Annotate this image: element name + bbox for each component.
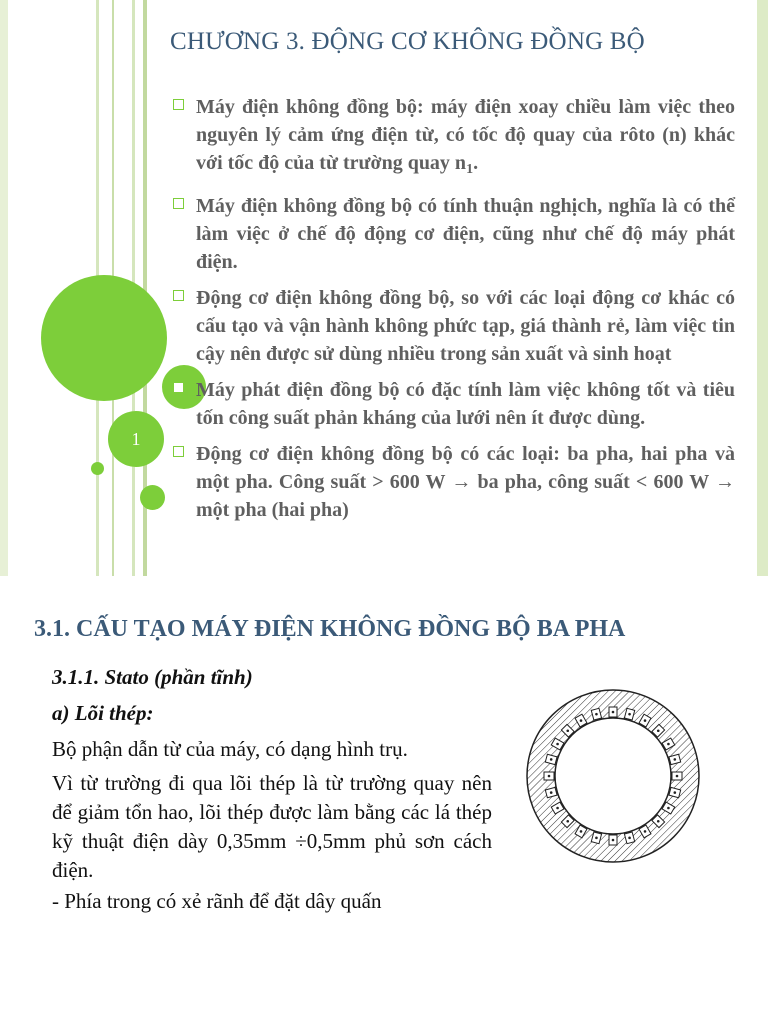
slide-number: 1 (131, 428, 141, 449)
slot-conductor (674, 791, 677, 794)
slot-conductor (550, 791, 553, 794)
stator-ring (527, 690, 699, 862)
subsection-subheading: a) Lõi thép: (52, 701, 154, 725)
slide-title: CHƯƠNG 3. ĐỘNG CƠ KHÔNG ĐỒNG BỘ (170, 28, 645, 55)
slot-conductor (628, 713, 631, 716)
bullet-item (170, 376, 735, 432)
slot-conductor (595, 837, 598, 840)
slot-conductor (548, 775, 551, 778)
paragraph: Vì từ trường đi qua lõi thép là từ trường quay nên để giảm tổn hao, lõi thép được làm bằng các lá thép kỹ thuật điện dày 0,35mm ÷0,5mm phủ sơn cách điện. (52, 771, 492, 882)
slot-conductor (612, 711, 615, 714)
subsection-heading: 3.1.1. Stato (phần tĩnh) (52, 665, 253, 689)
slot-conductor (676, 775, 679, 778)
slot-conductor (667, 807, 670, 810)
slot-conductor (566, 729, 569, 732)
slot-conductor (628, 837, 631, 840)
bullet-item (170, 93, 735, 184)
slot-conductor (657, 729, 660, 732)
decorative-circle-small (91, 462, 104, 475)
paragraph: Bộ phận dẫn từ của máy, có dạng hình trụ. (52, 737, 408, 761)
decorative-band-left (0, 0, 8, 576)
bullet-text: Máy phát điện đồng bộ có đặc tính làm việc không tốt và tiêu tốn công suất phản kháng của lưới nên ít được dùng. (196, 379, 735, 429)
slot-conductor (580, 719, 583, 722)
decorative-circle-large (41, 275, 167, 401)
bullet-subscript: 1 (466, 162, 474, 177)
square-bullet-icon (173, 382, 184, 393)
slot-conductor (612, 839, 615, 842)
slot-conductor (657, 820, 660, 823)
slot-conductor (667, 743, 670, 746)
square-bullet-icon (173, 198, 184, 209)
bullet-text: Động cơ điện không đồng bộ có các loại: ba pha, hai pha và một pha. Công suất > 600 W → ba pha, công suất < 600 W → một pha (hai pha) (196, 443, 735, 521)
paragraph: - Phía trong có xẻ rãnh để đặt dây quấn (52, 889, 382, 913)
decorative-band-right (757, 0, 768, 576)
slot-conductor (556, 743, 559, 746)
bullet-item (170, 440, 735, 524)
bullet-text: Máy điện không đồng bộ: máy điện xoay chiều làm việc theo nguyên lý cảm ứng điện từ, có tốc độ quay của rôto (n) khác với tốc độ của từ trường quay n (196, 96, 735, 174)
slide-2 (0, 576, 768, 1024)
bullet-list (170, 93, 735, 532)
square-bullet-icon (173, 446, 184, 457)
bullet-text: Máy điện không đồng bộ có tính thuận nghịch, nghĩa là có thể làm việc ở chế độ động cơ điện, cũng như chế độ máy phát điện. (196, 195, 735, 273)
slot-conductor (580, 830, 583, 833)
section-title: 3.1. CẤU TẠO MÁY ĐIỆN KHÔNG ĐỒNG BỘ BA PHA (34, 616, 626, 642)
slot-conductor (674, 758, 677, 761)
bullet-text: Động cơ điện không đồng bộ, so với các loại động cơ khác có cấu tạo và vận hành không phức tạp, giá thành rẻ, làm việc tin cậy nên được sử dùng nhiều trong sản xuất và sinh hoạt (196, 287, 735, 365)
slot-conductor (550, 758, 553, 761)
bullet-item (170, 192, 735, 276)
square-bullet-icon (173, 99, 184, 110)
slot-conductor (595, 713, 598, 716)
slot-conductor (644, 719, 647, 722)
decorative-circle-small (140, 485, 165, 510)
slot-conductor (644, 830, 647, 833)
square-bullet-icon (173, 290, 184, 301)
slot-conductor (566, 820, 569, 823)
slide-number-badge (108, 411, 164, 467)
slot-conductor (556, 807, 559, 810)
stator-core-diagram (523, 684, 703, 869)
bullet-item (170, 284, 735, 368)
bullet-suffix: . (473, 152, 479, 174)
